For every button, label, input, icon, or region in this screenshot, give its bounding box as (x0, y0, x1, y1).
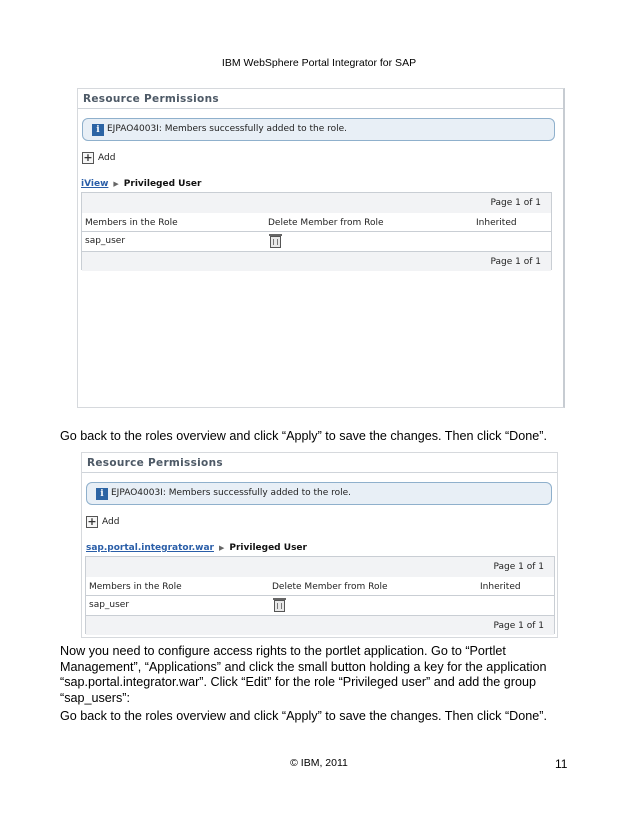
add-button-label: Add (98, 153, 116, 163)
pager-top-text: Page 1 of 1 (490, 198, 541, 208)
plus-icon: + (87, 515, 97, 528)
pager-bottom-text: Page 1 of 1 (490, 257, 541, 267)
info-icon: i (92, 124, 104, 136)
members-table (85, 556, 555, 634)
trash-icon[interactable] (274, 600, 285, 612)
success-message (82, 118, 555, 141)
members-table (81, 192, 552, 270)
column-header-delete: Delete Member from Role (272, 582, 388, 592)
pager-bottom (86, 615, 554, 635)
panel-titlebar (82, 453, 557, 473)
add-button-label: Add (102, 517, 120, 527)
table-header (86, 578, 554, 596)
pager-top (86, 557, 554, 577)
document-footer: © IBM, 2011 (290, 757, 348, 769)
page-number: 11 (555, 757, 568, 771)
resource-permissions-screenshot-1 (77, 88, 565, 408)
pager-top (82, 193, 551, 213)
success-message-text: EJPAO4003I: Members successfully added to the role. (107, 124, 348, 134)
table-row (82, 232, 551, 250)
triangle-right-icon: ▶ (113, 180, 119, 188)
breadcrumb-link-iview[interactable]: iView (81, 179, 109, 189)
instruction-paragraph-3: Go back to the roles overview and click “Apply” to save the changes. Then click “Done”. (60, 709, 547, 723)
pager-top-text: Page 1 of 1 (493, 562, 544, 572)
add-button[interactable] (82, 151, 115, 165)
table-row (86, 596, 554, 614)
success-message-text: EJPAO4003I: Members successfully added to the role. (111, 488, 352, 498)
table-header (82, 214, 551, 232)
instruction-paragraph-2: Now you need to configure access rights to the portlet application. Go to “Portlet Management”, “Applications” and click the small button holding a key for the application “sap.portal.integrator.war”. Click “Edit” for the role “Privileged user” and add the group “sap_users”: (60, 644, 547, 705)
document-header: IBM WebSphere Portal Integrator for SAP (221, 57, 417, 69)
instruction-paragraph-1: Go back to the roles overview and click “Apply” to save the changes. Then click “Done”. (60, 429, 547, 443)
breadcrumb-current: Privileged User (123, 179, 202, 189)
triangle-right-icon: ▶ (218, 544, 225, 552)
info-icon: i (96, 488, 108, 500)
column-header-inherited: Inherited (476, 218, 517, 228)
success-message (86, 482, 552, 505)
column-header-delete: Delete Member from Role (268, 218, 384, 228)
resource-permissions-screenshot-2 (81, 452, 558, 638)
member-name: sap_user (89, 600, 130, 610)
column-header-inherited: Inherited (480, 582, 521, 592)
breadcrumb (86, 543, 307, 553)
breadcrumb-current: Privileged User (229, 543, 307, 553)
column-header-members: Members in the Role (85, 218, 178, 228)
pager-bottom-text: Page 1 of 1 (493, 621, 544, 631)
member-name: sap_user (85, 236, 126, 246)
pager-bottom (82, 251, 551, 271)
plus-icon: + (83, 151, 93, 164)
trash-icon[interactable] (270, 236, 281, 248)
panel-titlebar (78, 89, 563, 109)
breadcrumb (81, 179, 201, 189)
add-button[interactable] (86, 515, 119, 529)
panel-title: Resource Permissions (83, 93, 219, 105)
breadcrumb-link-war[interactable]: sap.portal.integrator.war (86, 543, 214, 553)
column-header-members: Members in the Role (89, 582, 182, 592)
panel-title: Resource Permissions (87, 457, 223, 469)
